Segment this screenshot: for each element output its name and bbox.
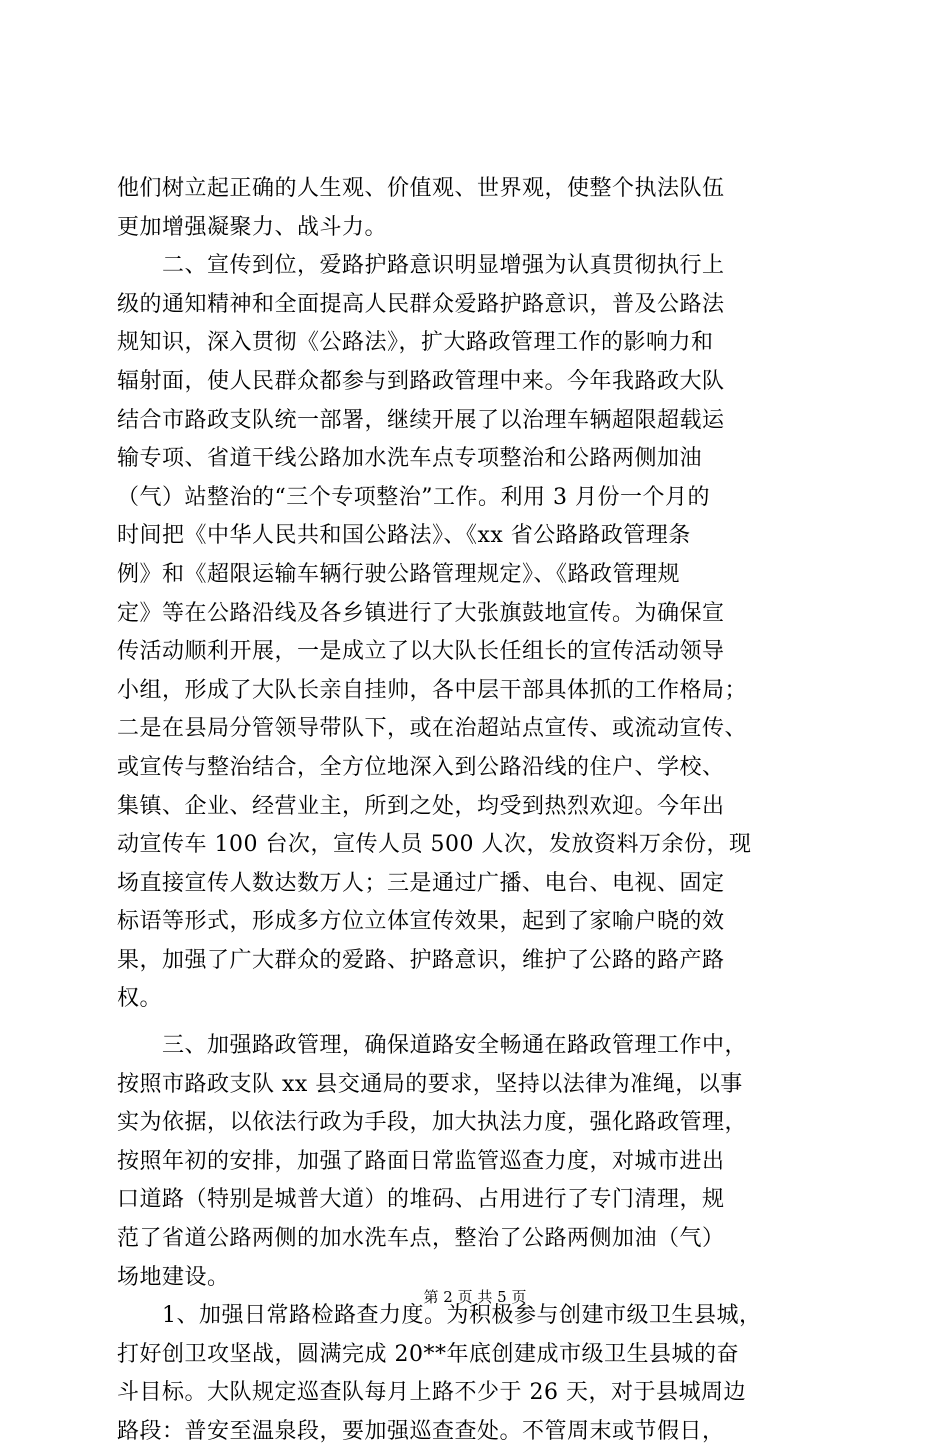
text-line: 范了省道公路两侧的加水洗车点，整治了公路两侧加油（气）	[117, 1226, 725, 1252]
text-line: 动宣传车 100 台次，宣传人员 500 人次，发放资料万余份，现	[117, 832, 752, 858]
text-line: 斗目标。大队规定巡查队每月上路不少于 26 天，对于县城周边	[117, 1380, 746, 1406]
text-line: 权。	[117, 986, 163, 1012]
document-body	[117, 170, 837, 1452]
text-line: 按照市路政支队 xx 县交通局的要求，坚持以法律为准绳，以事	[117, 1071, 743, 1097]
text-line: 更加增强凝聚力、战斗力。	[117, 214, 388, 240]
text-line: 他们树立起正确的人生观、价值观、世界观，使整个执法队伍	[117, 176, 725, 201]
text-line: 二是在县局分管领导带队下，或在治超站点宣传、或流动宣传、	[117, 716, 748, 742]
text-line: 二、宣传到位，爱路护路意识明显增强为认真贯彻执行上	[117, 253, 725, 279]
text-line: 定》等在公路沿线及各乡镇进行了大张旗鼓地宣传。为确保宣	[117, 600, 725, 626]
text-line: 场地建设。	[117, 1264, 230, 1290]
text-line: 三、加强路政管理，确保道路安全畅通在路政管理工作中，	[117, 1033, 748, 1059]
text-line: 路段：普安至温泉段，要加强巡查查处。不管周末或节假日，	[117, 1419, 725, 1444]
text-line: 级的通知精神和全面提高人民群众爱路护路意识，普及公路法	[117, 291, 725, 317]
text-line: 口道路（特别是城普大道）的堆码、占用进行了专门清理，规	[117, 1187, 725, 1213]
text-line: （气）站整治的“三个专项整治”工作。利用 3 月份一个月的	[117, 484, 710, 510]
text-line: 集镇、企业、经营业主，所到之处，均受到热烈欢迎。今年出	[117, 793, 725, 819]
page-number-footer: 第 2 页 共 5 页	[423, 1288, 527, 1306]
text-line: 辐射面，使人民群众都参与到路政管理中来。今年我路政大队	[117, 368, 725, 394]
text-line: 按照年初的安排，加强了路面日常监管巡查力度，对城市进出	[117, 1148, 725, 1174]
text-line: 实为依据，以依法行政为手段，加大执法力度，强化路政管理，	[117, 1110, 748, 1136]
text-line: 打好创卫攻坚战，圆满完成 20**年底创建成市级卫生县城的奋	[117, 1341, 739, 1367]
text-line: 规知识，深入贯彻《公路法》，扩大路政管理工作的影响力和	[117, 330, 714, 356]
text-line: 标语等形式，形成多方位立体宣传效果，起到了家喻户晓的效	[117, 909, 725, 935]
text-line: 1、加强日常路检路查力度。为积极参与创建市级卫生县城，	[117, 1303, 762, 1329]
text-line: 例》和《超限运输车辆行驶公路管理规定》、《路政管理规	[117, 561, 681, 587]
text-line: 传活动顺利开展，一是成立了以大队长任组长的宣传活动领导	[117, 639, 725, 665]
text-line: 输专项、省道干线公路加水洗车点专项整治和公路两侧加油	[117, 446, 703, 472]
text-line: 结合市路政支队统一部署，继续开展了以治理车辆超限超载运	[117, 407, 725, 433]
text-line: 或宣传与整治结合，全方位地深入到公路沿线的住户、学校、	[117, 754, 725, 780]
text-line: 果，加强了广大群众的爱路、护路意识，维护了公路的路产路	[117, 947, 725, 973]
paragraph-gap	[117, 1019, 837, 1027]
text-line: 场直接宣传人数达数万人；三是通过广播、电台、电视、固定	[117, 870, 725, 896]
text-line: 时间把《中华人民共和国公路法》、《xx 省公路路政管理条	[117, 523, 691, 549]
text-line: 小组，形成了大队长亲自挂帅，各中层干部具体抓的工作格局；	[117, 677, 748, 703]
